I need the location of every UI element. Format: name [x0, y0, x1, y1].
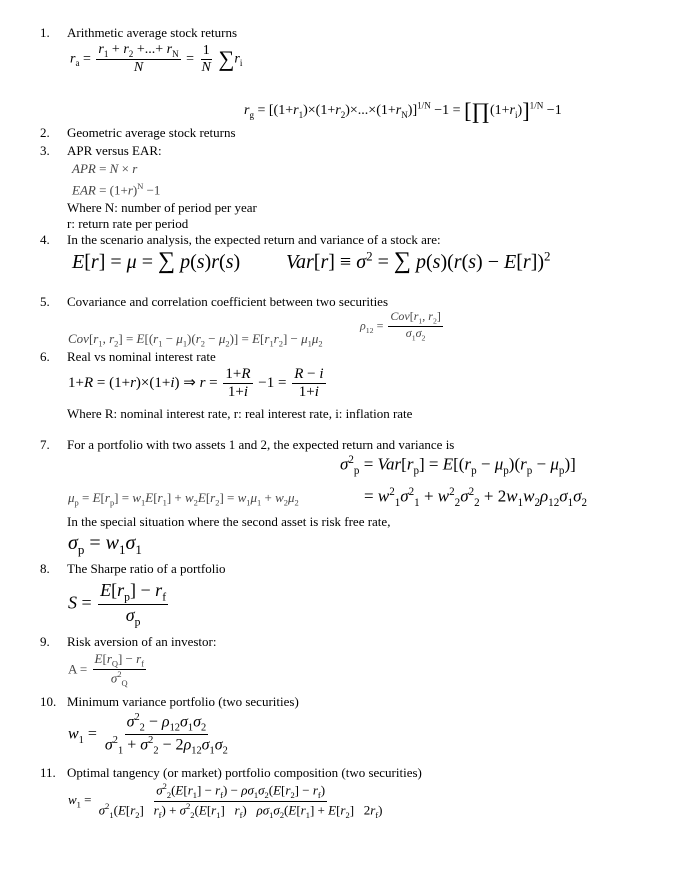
note: In the special situation where the second asset is risk free rate,	[67, 514, 391, 529]
note: Where N: number of period per year	[67, 200, 257, 215]
variance-formula: $Var[r] \equiv \sigma^2$ = ∑ $p(s)(r(s) - E[r])^2$	[286, 248, 551, 274]
item-number: 2.	[40, 125, 50, 140]
portfolio-variance-expansion: = $w^2_1\sigma^2_1 + w^2_2\sigma^2_2 + 2w_1w_2\rho_{12}\sigma_1\sigma_2$	[364, 486, 588, 510]
item-number: 9.	[40, 634, 50, 649]
min-variance-weight-formula: $w_1$ = $\frac{\sigma^2_2 - \rho_{12}\sigma_1\sigma_2}{\sigma^2_1 + \sigma^2_2 - 2\rho_{12}\sigma_1\sigma_2}$	[68, 712, 228, 757]
geometric-mean-formula: $r_g = [(1+r_1)\times(1+r_2)\times...\times(1+r_N)]^{1/N} -1$ = $[\prod(1+r_i)]^{1/N} -1$	[244, 98, 562, 123]
item-heading: Minimum variance portfolio (two securities)	[67, 694, 299, 709]
riskfree-sd-formula: $\sigma_p = w_1\sigma_1$	[68, 532, 142, 557]
item-number: 3.	[40, 143, 50, 158]
item-heading: Geometric average stock returns	[67, 125, 236, 140]
risk-aversion-formula: A = $\frac{E[r_Q] - r_f}{\sigma^2_Q}$	[68, 651, 145, 689]
item-heading: For a portfolio with two assets 1 and 2, the expected return and variance is	[67, 437, 455, 452]
apr-formula: APR = N × r	[72, 161, 138, 176]
correlation-formula: $\rho_{12}$ = $\frac{Cov[r_1, r_2]}{\sigma_1\sigma_2}$	[360, 309, 441, 343]
item-number: 4.	[40, 232, 50, 247]
note: r: return rate per period	[67, 216, 189, 231]
portfolio-return-formula: $\mu_p = E[r_p] = w_1E[r_1] + w_2E[r_2] = w_1\mu_1 + w_2\mu_2$	[68, 490, 299, 508]
arithmetic-mean-formula: $r_a$ = $\frac{r_1 + r_2 +...+ r_N}{N}$ = $\frac{1}{N}$ $\sum r_i$	[70, 42, 243, 76]
portfolio-variance-definition: $\sigma^2_p = Var[r_p] = E[(r_p - \mu_p)(r_p - \mu_p)]$	[340, 454, 576, 478]
item-heading: APR versus EAR:	[67, 143, 162, 158]
fisher-formula: 1+R = (1+r)×(1+i) ⇒ r = $\frac{1+R}{1+i}$ −1 = $\frac{R - i}{1+i}$	[68, 366, 324, 401]
sharpe-ratio-formula: S = $\frac{E[r_p] - r_f}{\sigma_p}$	[68, 580, 167, 629]
covariance-formula: $Cov[r_1$, $r_2] = E[(r_1 - \mu_1)(r_2 - \mu_2)] = E[r_1r_2] - \mu_1\mu_2$	[68, 331, 323, 349]
expected-return-formula: E[r] = μ = ∑ p(s)r(s)	[72, 248, 241, 274]
ear-formula: EAR = $(1+r)^N -1$	[72, 181, 161, 198]
item-number: 8.	[40, 561, 50, 576]
item-number: 7.	[40, 437, 50, 452]
item-number: 10.	[40, 694, 57, 709]
item-number: 6.	[40, 349, 50, 364]
item-heading: The Sharpe ratio of a portfolio	[67, 561, 226, 576]
item-number: 5.	[40, 294, 50, 309]
item-number: 11.	[40, 765, 56, 780]
note: Where R: nominal interest rate, r: real interest rate, i: inflation rate	[67, 406, 413, 421]
item-heading: Covariance and correlation coefficient between two securities	[67, 294, 389, 309]
tangency-weight-formula: $w_1$ = $\sigma^2_2(E[r_1] - r_f) - \rho\sigma_1\sigma_2(E[r_2] - r_f)$ $\sigma^2_1(E[r_2] r_f) + \sigma^2_2(E[r_1]$ $r_f$) $\rho\sigma_1\sigma_2(E[r_1] + E[r_2]$ $2r_f$)	[68, 781, 383, 820]
item-heading: Risk aversion of an investor:	[67, 634, 217, 649]
item-number: 1.	[40, 25, 50, 40]
item-heading: Optimal tangency (or market) portfolio composition (two securities)	[67, 765, 422, 780]
item-heading: In the scenario analysis, the expected return and variance of a stock are:	[67, 232, 441, 247]
item-heading: Real vs nominal interest rate	[67, 349, 216, 364]
item-heading: Arithmetic average stock returns	[67, 25, 238, 40]
